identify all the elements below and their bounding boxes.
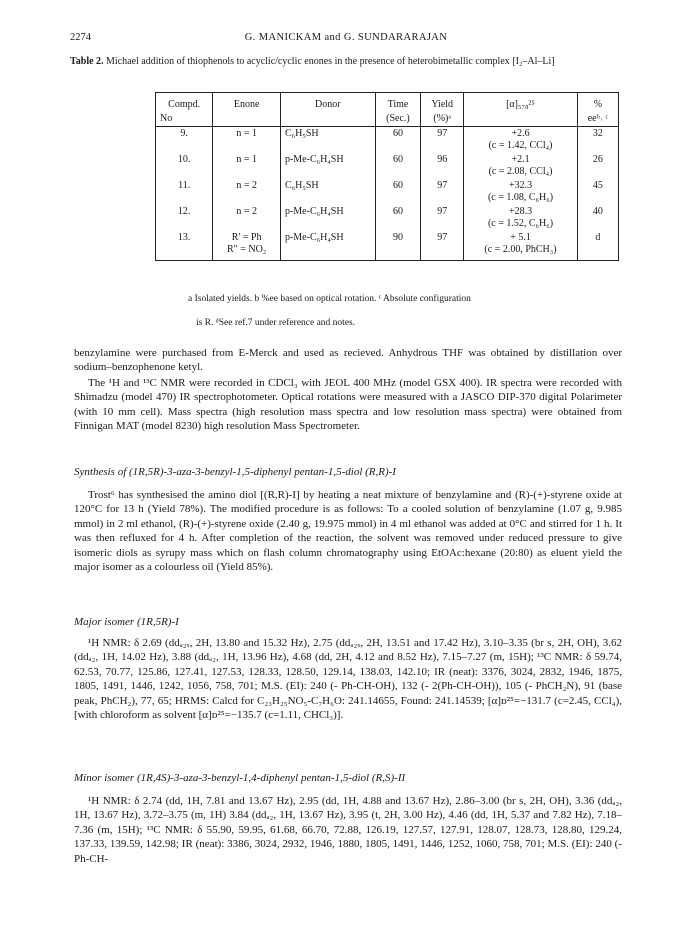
section-heading-minor-isomer: Minor isomer (1R,4S)-3-aza-3-benzyl-1,4-diphenyl pentan-1,5-diol (R,S)-II bbox=[74, 772, 406, 784]
section-heading-major-isomer: Major isomer (1R,5R)-I bbox=[74, 616, 179, 628]
paragraph-major-isomer bbox=[74, 636, 622, 722]
cell-enone: n = 1 bbox=[213, 153, 281, 179]
cell-enone: n = 1 bbox=[213, 127, 281, 154]
cell-time: 90 bbox=[375, 231, 421, 261]
rotation-value: +28.3 bbox=[508, 206, 533, 217]
cell-no: 13. bbox=[156, 231, 213, 261]
col-subheader-rotation bbox=[464, 112, 578, 127]
cell-ee: 40 bbox=[577, 205, 618, 231]
paragraph-text: ¹H NMR: δ 2.69 (ddₐ₂ₓ, 2H, 13.80 and 15.32 Hz), 2.75 (ddₐ₂ₓ, 2H, 13.51 and 17.42 Hz), 3.10–3.35 (br s, 2H, OH), 3.62 (ddₐ₂, 1H, 14.02 Hz), 3.88 (ddₐ₂, 1H, 13.96 Hz), 4.68 (dd, 2H, 4.12 and 8.52 Hz), 7.15–7.27 (m, 15H); ¹³C NMR: δ 59.74, 62.53, 70.77, 125.86, 127.41, 127.53, 128.33, 128.50, 129.14, 138.03, 142.10; IR (neat): 3376, 3024, 2832, 1946, 1875, 1805, 1491, 1446, 1242, 1056, 758, 701; M.S. (EI): 240 (- Ph-CH-OH), 132 (- 2(Ph-CH-OH)), 105 (- PhCH₂N), 91 (base peak, PhCH₂), 77, 65; HRMS: Calcd for C₂₃H₂₅NO₅-C₇H₆O: 241.14655, Found: 241.14539; [α]ᴅ²⁵=−131.7 (c=2.45, CCl₄), [with chloroform as solvent [α]ᴅ²⁵=−135.7 (c=1.11, CHCl₃)]. bbox=[74, 637, 622, 722]
cell-no: 9. bbox=[156, 127, 213, 154]
cell-yield: 97 bbox=[421, 231, 464, 261]
col-subheader-time: (Sec.) bbox=[375, 112, 421, 127]
rotation-value: +32.3 bbox=[508, 180, 533, 191]
table-row bbox=[156, 127, 619, 154]
col-header-rotation: [α]₅₇₈²⁵ bbox=[464, 93, 578, 113]
cell-ee: 32 bbox=[577, 127, 618, 154]
table-caption bbox=[70, 56, 630, 67]
paragraph-instruments bbox=[74, 376, 622, 434]
table-header-row-2 bbox=[156, 112, 619, 127]
cell-ee: 26 bbox=[577, 153, 618, 179]
paragraph-minor-isomer bbox=[74, 794, 622, 866]
cell-no: 10. bbox=[156, 153, 213, 179]
table-footnote-1: a Isolated yields. b %ee based on optical rotation. ᶜ Absolute configuration bbox=[188, 294, 471, 304]
table-footnote-2: is R. ᵈSee ref.7 under reference and notes. bbox=[196, 318, 356, 328]
cell-no: 11. bbox=[156, 179, 213, 205]
cell-enone: n = 2 bbox=[213, 179, 281, 205]
rotation-conditions: (c = 1.42, CCl₄) bbox=[488, 140, 553, 151]
paragraph-text: ¹H NMR: δ 2.74 (dd, 1H, 7.81 and 13.67 Hz), 2.95 (dd, 1H, 4.88 and 13.67 Hz), 2.86–3.00 (br s, 2H, OH), 3.36 (ddₐ₂, 1H, 13.67 Hz), 3.72–3.75 (m, 1H) 3.84 (ddₐ₂, 1H, 13.67 Hz), 3.95 (t, 2H, 3.00 Hz), 4.46 (dd, 1H, 5.37 and 7.82 Hz), 7.18–7.36 (m, 15H); ¹³C NMR: δ 55.90, 59.95, 61.68, 66.70, 72.88, 126.19, 127.57, 127.91, 128.07, 128.73, 128.80, 129.24, 137.33, 139.59, 142.98; IR (neat): 3386, 3024, 2932, 1946, 1880, 1805, 1491, 1446, 1252, 1060, 758, 701; M.S. (EI): 240 (- Ph-CH- bbox=[74, 795, 622, 865]
col-subheader-yield: (%)ᵃ bbox=[421, 112, 464, 127]
paragraph-text: The ¹H and ¹³C NMR were recorded in CDCl₃ with JEOL 400 MHz (model GSX 400). IR spectra were recorded with Shimadzu (model 470) IR spectrophotometer. Optical rotations were measured with a JASCO DIP-370 digital Polarimeter (with 10 mm cell). Mass spectra (high resolution mass spectra and low resolution mass spectra) were obtained from Finnigan MAT (model 8230) high resolution Mass Spectrometer. bbox=[74, 377, 622, 433]
col-subheader-ee: eeᵇ˒ ᶜ bbox=[577, 112, 618, 127]
cell-donor: p-Me-C₆H₄SH bbox=[280, 231, 375, 261]
cell-rotation bbox=[464, 231, 578, 261]
running-head: G. MANICKAM and G. SUNDARARAJAN bbox=[244, 32, 448, 43]
cell-rotation bbox=[464, 205, 578, 231]
cell-donor: C₆H₅SH bbox=[280, 179, 375, 205]
col-header-time: Time bbox=[375, 93, 421, 113]
results-table bbox=[155, 92, 619, 261]
cell-time: 60 bbox=[375, 205, 421, 231]
table-header-row bbox=[156, 93, 619, 113]
col-header-ee: % bbox=[577, 93, 618, 113]
cell-time: 60 bbox=[375, 127, 421, 154]
paragraph-synthesis bbox=[74, 488, 622, 574]
table-row bbox=[156, 153, 619, 179]
table-caption-label: Table 2. bbox=[70, 56, 104, 67]
rotation-conditions: (c = 2.08, CCl₄) bbox=[488, 166, 553, 177]
col-subheader-no: No bbox=[156, 112, 213, 127]
cell-time: 60 bbox=[375, 153, 421, 179]
cell-yield: 96 bbox=[421, 153, 464, 179]
col-header-enone: Enone bbox=[213, 93, 281, 113]
table-row bbox=[156, 231, 619, 261]
col-subheader-donor bbox=[280, 112, 375, 127]
col-subheader-enone bbox=[213, 112, 281, 127]
cell-yield: 97 bbox=[421, 205, 464, 231]
rotation-value: + 5.1 bbox=[510, 232, 531, 243]
cell-time: 60 bbox=[375, 179, 421, 205]
cell-donor: p-Me-C₆H₄SH bbox=[280, 153, 375, 179]
rotation-conditions: (c = 2.00, PhCH₃) bbox=[484, 244, 557, 255]
table-caption-text: Michael addition of thiophenols to acyclic/cyclic enones in the presence of heterobimetallic complex [I₂–Al–Li] bbox=[106, 56, 555, 67]
cell-ee: d bbox=[577, 231, 618, 261]
page-number: 2274 bbox=[70, 32, 91, 43]
page-header bbox=[70, 32, 622, 48]
cell-rotation bbox=[464, 153, 578, 179]
table-row bbox=[156, 205, 619, 231]
col-header-compd: Compd. bbox=[156, 93, 213, 113]
enone-line-2: R" = NO₂ bbox=[226, 244, 267, 255]
table-row bbox=[156, 179, 619, 205]
cell-yield: 97 bbox=[421, 179, 464, 205]
rotation-conditions: (c = 1.52, C₆H₆) bbox=[487, 218, 554, 229]
cell-yield: 97 bbox=[421, 127, 464, 154]
rotation-conditions: (c = 1.08, C₆H₆) bbox=[487, 192, 554, 203]
cell-rotation bbox=[464, 127, 578, 154]
cell-donor: C₆H₅SH bbox=[280, 127, 375, 154]
col-header-yield: Yield bbox=[421, 93, 464, 113]
rotation-value: +2.6 bbox=[511, 128, 530, 139]
paragraph-text: Trost⁶ has synthesised the amino diol [(R,R)-I] by heating a neat mixture of benzylamine and (R)-(+)-styrene oxide at 120°C for 13 h (Yield 78%). The modified procedure is as follows: To a cooled solution of benzylamine (1.07 g, 9.985 mmol) in 2 ml ethanol, (R)-(+)-styrene oxide (2.40 g, 19.975 mmol) in 4 ml ethanol was added at 0°C and stirred for 1 h. It was then refluxed for 4 h. After completion of the reaction, the solvent was removed under reduced pressure to give isomeric diols as syrupy mass which on flash column chromatography using EtOAc:hexane (20:80) as eluent yield the major isomer as a colourless oil (Yield 85%). bbox=[74, 489, 622, 574]
cell-ee: 45 bbox=[577, 179, 618, 205]
paragraph-text: benzylamine were purchased from E-Merck and used as recieved. Anhydrous THF was obtained by distillation over sodium–benzophenone ketyl. bbox=[74, 347, 622, 374]
section-heading-synthesis: Synthesis of (1R,5R)-3-aza-3-benzyl-1,5-diphenyl pentan-1,5-diol (R,R)-I bbox=[74, 466, 396, 478]
cell-rotation bbox=[464, 179, 578, 205]
paragraph-materials bbox=[74, 346, 622, 375]
cell-enone: n = 2 bbox=[213, 205, 281, 231]
cell-enone bbox=[213, 231, 281, 261]
rotation-value: +2.1 bbox=[511, 154, 530, 165]
col-header-donor: Donor bbox=[280, 93, 375, 113]
enone-line-1: R' = Ph bbox=[231, 232, 262, 243]
cell-no: 12. bbox=[156, 205, 213, 231]
cell-donor: p-Me-C₆H₄SH bbox=[280, 205, 375, 231]
